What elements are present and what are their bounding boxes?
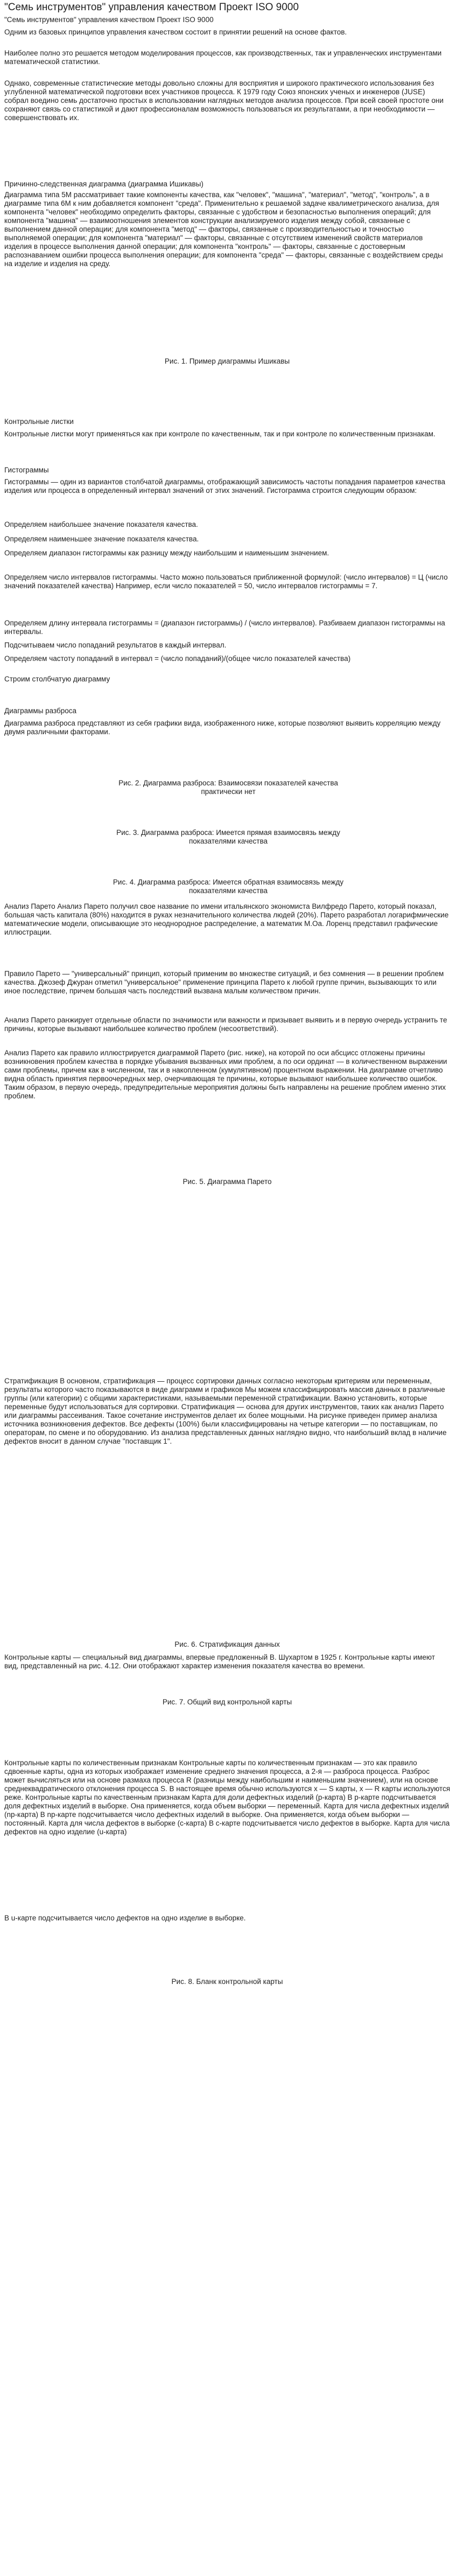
- checklist-paragraph: Контрольные листки могут применяться как при контроле по качественным, так и при контроле по количественным признакам.: [4, 430, 436, 438]
- u-chart-paragraph: В u-карте подсчитывается число дефектов на одно изделие в выборке.: [4, 1914, 246, 1922]
- figure-8-caption: Рис. 8. Бланк контрольной карты: [171, 1978, 283, 1986]
- histogram-step: Определяем число интервалов гистограммы. Часто можно пользоваться приближенной формулой: (число интервалов) = Ц (число значений показателей качества) Например, если число показателей = 50, число интервалов гистограммы = 7.: [4, 573, 448, 590]
- histogram-step: Строим столбчатую диаграмму: [4, 675, 110, 683]
- article-title: "Семь инструментов" управления качеством Проект ISO 9000: [4, 2, 299, 13]
- checklist-heading: Контрольные листки: [4, 417, 74, 426]
- ishikawa-heading: Причинно-следственная диаграмма (диаграмма Ишикавы): [4, 180, 204, 188]
- histogram-paragraph: Гистограммы — один из вариантов столбчатой диаграммы, отображающий зависимость частоты попадания параметров качества изделия или процесса в определенный интервал значений от этих значений. Гистограмма строится следующим образом:: [4, 478, 446, 495]
- figure-3-caption: Рис. 3. Диаграмма разброса: Имеется прямая взаимосвязь между показателями качества: [116, 829, 340, 845]
- histogram-step: Определяем длину интервала гистограммы = (диапазон гистограммы) / (число интервалов). Разбиваем диапазон гистограммы на интервалы.: [4, 619, 445, 636]
- pareto-paragraph-1: Анализ Парето Анализ Парето получил свое название по имени итальянского экономиста Вилфредо Парето, который показал, большая часть капитала (80%) находится в руках незначительного количества людей (20%). Парето разработал логарифмические математические модели, описывающие это неоднородное распределение, а математик М.Оа. Лоренц представил графические иллюстрации.: [4, 902, 449, 936]
- histogram-step: Подсчитываем число попаданий результатов в каждый интервал.: [4, 641, 227, 649]
- histogram-step: Определяем частоту попаданий в интервал = (число попаданий)/(общее число показателей качества): [4, 655, 351, 663]
- ishikawa-paragraph: Диаграмма типа 5М рассматривает такие компоненты качества, как "человек", "машина", "материал", "метод", "контроль", а в диаграмме типа 6М к ним добавляется компонент "среда". Применительно к решаемой задаче квалиметрического анализа, для компонента "человек" необходимо определить факторы, связанные с удобством и безопасностью выполнения операций; для компонента "машина" — взаимоотношения элементов конструкции анализируемого изделия между собой, связанные с выполнением данной операции; для компонента "метод" — факторы, связанные с производительностью и точностью выполняемой операции; для компонента "материал" — факторы, связанные с отсутствием изменений свойств материалов изделия в процессе выполнения данной операции; для компонента "контроль" — факторы, связанные с достоверным распознаванием ошибки процесса выполнения операции; для компонента "среда" — факторы, связанные с воздействием среды на изделие и изделия на среду.: [4, 191, 443, 268]
- figure-7-caption: Рис. 7. Общий вид контрольной карты: [162, 1698, 292, 1706]
- histogram-step: Определяем наибольшее значение показателя качества.: [4, 520, 198, 528]
- control-chart-types-paragraph: Контрольные карты по количественным признакам Контрольные карты по количественным признакам — это как правило сдвоенные карты, одна из которых изображает изменение среднего значения процесса, а 2-я — разброса процесса. Разброс может вычисляться или на основе размаха процесса R (разницы между наибольшим и наименьшим значением), или на основе среднеквадратического отклонения процесса S. В настоящее время обычно используются x — S карты, x — R карты используются реже. Контрольные карты по качественным признакам Карта для доли дефектных изделий (p-карта) В p-карте подсчитывается доля дефектных изделий в выборке. Она применяется, когда объем выборки — переменный. Карта для числа дефектных изделий (np-карта) В np-карте подсчитывается число дефектных изделий в выборке. Она применяется, когда объем выборки — постоянный. Карта для числа дефектов в выборке (c-карта) В c-карте подсчитывается число дефектов в выборке. Карта для числа дефектов на одно изделие (u-карта): [4, 1759, 451, 1836]
- control-chart-paragraph: Контрольные карты — специальный вид диаграммы, впервые предложенный В. Шухартом в 1925 г. Контрольные карты имеют вид, представленный на рис. 4.12. Они отображают характер изменения показателя качества во времени.: [4, 1653, 435, 1670]
- figure-6-caption: Рис. 6. Стратификация данных: [174, 1640, 280, 1648]
- histogram-step: Определяем наименьшее значение показателя качества.: [4, 535, 199, 543]
- article-subtitle: "Семь инструментов" управления качеством Проект ISO 9000: [4, 16, 214, 24]
- pareto-paragraph-4: Анализ Парето как правило иллюстрируется диаграммой Парето (рис. ниже), на которой по оси абсцисс отложены причины возникновения проблем качества в порядке убывания вызванных ими проблем, а по оси ординат — в количественном выражении сами проблемы, причем как в численном, так и в накопленном (кумулятивном) процентном выражении. На диаграмме отчетливо видна область принятия первоочередных мер, очерчивающая те причины, которые вызывают наибольшее количество ошибок. Таким образом, в первую очередь, предупредительные мероприятия должны быть направлены на решение проблем именно этих проблем.: [4, 1049, 447, 1100]
- figure-2-caption: Рис. 2. Диаграмма разброса: Взаимосвязи показателей качества практически нет: [118, 779, 338, 796]
- intro-paragraph-2: Наиболее полно это решается методом моделирования процессов, как производственных, так и управленческих инструментами математической статистики.: [4, 49, 442, 66]
- figure-4-caption: Рис. 4. Диаграмма разброса: Имеется обратная взаимосвязь между показателями качества: [113, 878, 344, 895]
- intro-paragraph-1: Одним из базовых принципов управления качеством состоит в принятии решений на основе фактов.: [4, 28, 347, 36]
- pareto-paragraph-3: Анализ Парето ранжирует отдельные области по значимости или важности и призывает выявить и в первую очередь устранить те причины, которые вызывают наибольшее количество проблем (несоответствий).: [4, 1016, 447, 1033]
- scatter-paragraph: Диаграмма разброса представляют из себя графики вида, изображенного ниже, которые позволяют выявить корреляцию между двумя различными факторами.: [4, 719, 441, 736]
- figure-1-caption: Рис. 1. Пример диаграммы Ишикавы: [164, 357, 290, 365]
- figure-5-caption: Рис. 5. Диаграмма Парето: [183, 1178, 272, 1186]
- histogram-step: Определяем диапазон гистограммы как разницу между наибольшим и наименьшим значением.: [4, 549, 329, 557]
- pareto-paragraph-2: Правило Парето — "универсальный" принцип, который применим во множестве ситуаций, и без сомнения — в решении проблем качества. Джозеф Джуран отметил "универсальное" применение принципа Парето к любой группе причин, вызывающих то или иное последствие, причем большая часть последствий вызвана малым количеством причин.: [4, 970, 444, 995]
- scatter-heading: Диаграммы разброса: [4, 707, 77, 715]
- intro-paragraph-3: Однако, современные статистические методы довольно сложны для восприятия и широкого практического использования без углубленной математической подготовки всех участников процесса. К 1979 году Союз японских ученых и инженеров (JUSE) собрал воедино семь достаточно простых в использовании наглядных методов анализа процессов. При всей своей простоте они сохраняют связь со статистикой и дают профессионалам возможность пользоваться их результатами, а при необходимости — совершенствовать их.: [4, 79, 444, 122]
- histogram-heading: Гистограммы: [4, 466, 49, 474]
- stratification-paragraph: Стратификация В основном, стратификация — процесс сортировки данных согласно некоторым критериям или переменным, результаты которого часто показываются в виде диаграмм и графиков Мы можем классифицировать массив данных в различные группы (или категории) с общими характеристиками, называемыми переменной стратификации. Важно установить, которые переменные будут использоваться для сортировки. Стратификация — основа для других инструментов, таких как анализ Парето или диаграммы рассеивания. Такое сочетание инструментов делает их более мощными. На рисунке приведен пример анализа источника возникновения дефектов. Все дефекты (100%) были классифицированы на четыре категории — по поставщикам, по операторам, по смене и по оборудованию. Из анализа представленных данных наглядно видно, что наибольший вклад в наличие дефектов вносит в данном случае "поставщик 1".: [4, 1377, 447, 1445]
